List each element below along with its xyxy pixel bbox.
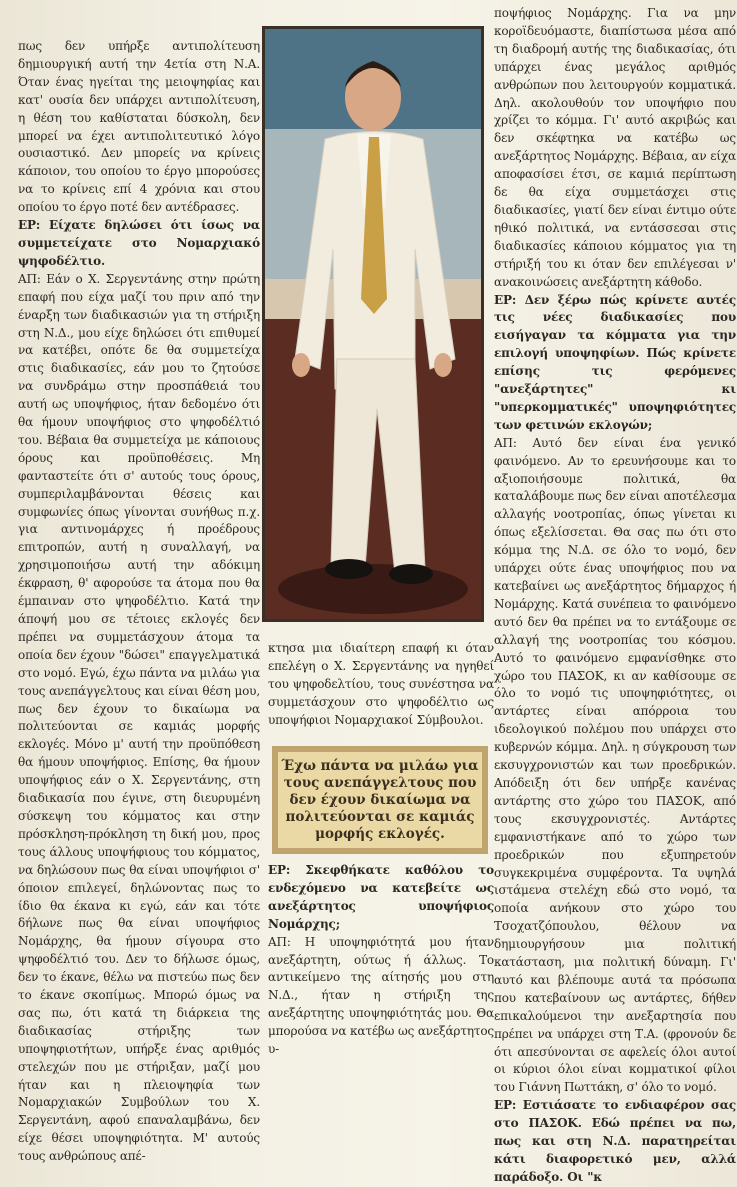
column-left — [18, 38, 260, 1166]
answer-paragraph: ΑΠ: Η υποψηφιότητά μου ήταν ανεξάρτητη, ούτως ή άλλως. Το αντικείμενο της αίτησής μου στη Ν.Δ., ήταν η στήριξη της ανεξάρτητης υποψηφιότητάς μου. Θα μπορούσα να κατέβω ως ανεξάρτητος υ- — [268, 934, 494, 1057]
column-middle-continuation — [268, 640, 494, 730]
answer-paragraph: ΑΠ: Εάν ο Χ. Σεργεντάνης στην πρώτη επαφή που είχα μαζί του πριν από την έναρξη των διαδικασιών για τη στήριξη στη Ν.Δ., μου είχε δηλώσει ότι επιθυμεί να κατέβει, οπότε δε θα συμμετείχα στις διαδικασίες, εάν μου το ζητούσε να συνδράμω στην προσπάθειά του αυτή ως υποψήφιος, ήταν δεδομένο ότι θα ήμουν υποψήφιος στο ψηφοδέλτιό του. Βέβαια θα συμμετείχα με κάποιους όρους και προϋποθέσεις. Μη φανταστείτε ότι σ' αυτούς τους όρους, συμπεριλαμβάνονται θέσεις και συμφωνίες όπως γίνονται συνήθως π.χ. για αντινομάρχες ή προέδρους επιτροπών, αυτή η συναλλαγή, να χρησιμοποιήσω αυτή την αδόκιμη έκφραση, θ' αφορούσε τα άτομα που θα έμπαιναν στο ψηφοδέλτιο. Κατά την άποψή μου σε τέτοιες εκλογές δεν πρέπει να συμμετάσχουν άτομα τα οποία δεν έχουν "δώσει" επαγγελματικά στο νομό. Εγώ, έχω πάντα να μιλάω για τους ανεπάγγελτους και είναι θέση μου, πως δεν έχουν το δικαίωμα να πολιτεύονται σε καμιάς μορφής εκλογές. Μόνο μ' αυτή την προϋπόθεση θα ήμουν υποψήφιος. Επίσης, θα ήμουν υποψήφιος εάν ο Χ. Σεργεντάνης, στη διαδικασία που έγινε, στη διευρυμένη σύσκεψη του κόμματος και στην πρόσκληση-πρόκληση τη δική μου, προς τους άλλους υποψήφιους του κόμματος, να δηλώσουν πως θα είναι υποψήφιοι σ' όποιον επιλεγεί, δηλώνοντας πως το ίδιο θα έκανα κι εγώ, εάν και τότε δήλωνε πως θα είναι υποψήφιος Νομάρχης, θα ήμουν σίγουρα στο ψηφοδέλτιό του. Δεν το δήλωσε όμως, δεν το έκανε, θέλω να πιστεύω πως δεν το έκανε σκοπίμως. Μπορώ όμως να σας πω, ότι κατά τη διάρκεια της διαδικασίας στήριξης των υποψηφιοτήτων, υπήρξε ένας αριθμός στελεχών που με στήριξαν, μαζί μου ήταν και η πλειοψηφία των Νομαρχιακών Συμβούλων του Χ. Σεργεντάνη, αφού επαναλαμβάνω, δεν είχε θέσει υποψηφιότητα. Μ' αυτούς τους ανθρώπους απέ- — [18, 271, 260, 1164]
answer-paragraph: πως δεν υπήρξε αντιπολίτευση δημιουργική αυτή την 4ετία στη Ν.Α. Όταν ένας ηγείται της μειοψηφίας και κατ' ουσία δεν υπάρχει αντιπολίτευση, η θέση του καθίσταται δύσκολη, δεν μπορεί να έχει αντιπολιτευτικό λόγο ουσιαστικό. Δεν μπορείς να κρίνεις κάποιον, του οποίου το έργο μπορούσες να το κρίνεις επί 4 χρόνια και στου οποίου το έργο ποτέ δεν αντέδρασες. — [18, 39, 260, 215]
answer-paragraph: ΑΠ: Αυτό δεν είναι ένα γενικό φαινόμενο. Αν το ερευνήσουμε και το αξιοποιήσουμε πολιτικά, θα καταλάβουμε πως δεν είναι αποτέλεσμα αλλαγής νοοτροπίας, όπως γίνεται κι όπως εξελίσσεται. Θα σας πω ότι στο κόμμα της Ν.Δ. σε όλο το νομό, δεν υπάρχει ούτε ένας υποψήφιος που να κατεβαίνει ως ανεξάρτητος δήμαρχος ή Νομάρχης. Κατά συνέπεια το φαινόμενο αυτό δεν θα πρέπει να το εντάξουμε σε αλλαγή της νοοτροπίας του κόσμου. Αυτό το φαινόμενο εμφανίσθηκε στο χώρο του ΠΑΣΟΚ, κι αν καθίσουμε σε όλο το νομό τις υποψηφιότητες, οι αντάρτες είναι απόρροια του ιδεολογικού πολέμου που υπάρχει στο κυβερνών κόμμα. Δηλ. η σύγκρουση των εκσυγχρονιστών και των προεδρικών. Απόδειξη ότι δεν υπήρξε κανένας αντάρτης στο χώρο του ΠΑΣΟΚ, από τους εκσυγχρονιστές. Αντάρτες εμφανιστήκανε από το χώρο των προεδρικών που εξυπηρετούν συγκεκριμένα συμφέροντα. Τα υψηλά ιστάμενα στελέχη εδώ στο νομό, τα οποία ανήκουν στο χώρο του Τσοχατζόπουλου, θέλουν να δημιουργήσουν μια πολιτική κατάσταση, μια πολιτική δύναμη. Γι' αυτό και βλέπουμε αυτά τα πρόσωπα που κατεβαίνουν ως αντάρτες, δήθεν επικαλούμενοι την ανεξαρτησία που πρέπει να υπάρχει στη Τ.Α. (φρονούν δε ότι απεσύνονται σε αφελείς όλοι αυτοί οι κύριοι όλοι είναι κομματικοί φίλοι του Γιάννη Πωττάκη, σ' όλο το νομό. — [494, 435, 736, 1095]
answer-paragraph: ποψήφιος Νομάρχης. Για να μην κοροϊδευόμαστε, διαπίστωσα μέσα από τη διαδρομή αυτής της διαδικασίας, ότι υπάρχει ένας μεγάλος αριθμός ανθρώπων που λειτουργούν κομματικά. Δηλ. ακολουθούν τον υποψήφιο που χρίζει το κόμμα. Γι' αυτό ακριβώς και δεν σκέφτηκα να κατέβω ως ανεξάρτητος Νομάρχης. Βέβαια, αν είχα αποφασίσει έτσι, σε καμιά περίπτωση δε θα είχα συμμετάσχει στις διαδικασίες, γιατί δεν είναι έντιμο ούτε ηθικό πολιτικά, να εντάσσεσαι στις διαδικασίες κάποιου κόμματος για τη στήριξή του κι όταν δεν επιλέγεσαι ν' ανακοινώσεις ανεξάρτητη κάθοδο. — [494, 6, 736, 289]
question-paragraph: ΕΡ: Είχατε δηλώσει ότι ίσως να συμμετείχατε στο Νομαρχιακό ψηφοδέλτιο. — [18, 218, 260, 268]
question-paragraph: ΕΡ: Εστιάσατε το ενδιαφέρον σας στο ΠΑΣΟΚ. Εδώ πρέπει να πω, πως και στη Ν.Δ. παρατηρείται κάτι διαφορετικό μεν, αλλά παράδοξο. Οι "κ — [494, 1098, 736, 1184]
portrait-photo — [262, 26, 484, 622]
column-right — [494, 5, 736, 1187]
man-in-white-suit-icon — [265, 29, 481, 619]
question-paragraph: ΕΡ: Δεν ξέρω πώς κρίνετε αυτές τις νέες διαδικασίες που εισήγαγαν τα κόμματα για την επιλογή υποψηφίων. Πώς κρίνετε επίσης τις φερόμενες "ανεξάρτητες" κι "υπερκομματικές" υποψηφιότητες των φετινών εκλογών; — [494, 292, 736, 432]
pull-quote — [272, 746, 488, 854]
column-middle-interview — [268, 862, 494, 1059]
paragraph: κτησα μια ιδιαίτερη επαφή κι όταν επελέγη ο Χ. Σεργεντάνης να ηγηθεί του ψηφοδελτίου, τους συνέστησα να συμμετάσχουν στο ψηφοδέλτιο ως υποψήφιοι Νομαρχιακοί Σύμβουλοι. — [268, 641, 494, 727]
question-paragraph: ΕΡ: Σκεφθήκατε καθόλου το ενδεχόμενο να κατεβείτε ως ανεξάρτητος υποψήφιος Νομάρχης; — [268, 863, 494, 931]
pull-quote-text: Έχω πάντα να μιλάω για τους ανεπάγγελτους που δεν έχουν δικαίωμα να πολιτεύονται σε καμιάς μορφής εκλογές. — [281, 757, 479, 842]
